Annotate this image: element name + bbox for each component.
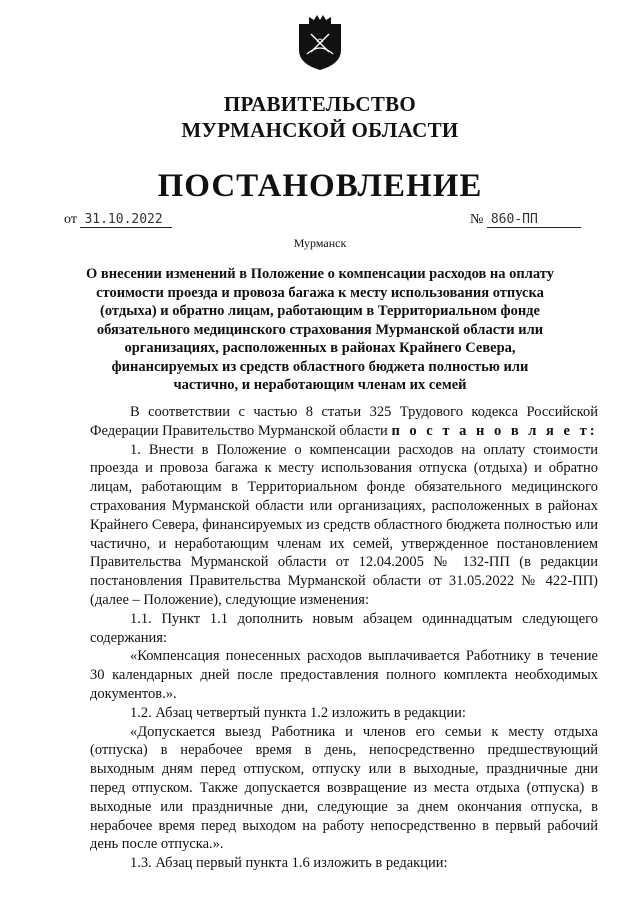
title-line: стоимости проезда и провоза багажа к месту использования отпуска: [96, 284, 544, 301]
number-value: 860-ПП: [487, 212, 581, 228]
preamble-text: В соответствии с частью 8 статьи 325 Трудового кодекса Российской Федерации Правительство Мурманской области: [90, 404, 598, 439]
title-line: финансируемых из средств областного бюджета полностью или: [111, 358, 529, 375]
quote-2: «Допускается выезд Работника и членов его семьи к месту отдыха (отпуска) в нерабочее время в день, непосредственно предшествующий выходным дням перед отпуском, отпуску или в выходные, праздничные дни перед отпуском. Также допускается возвращение из места отдыха (отпуска) в выходные или праздничные дни, следующие за днем окончания отпуска, в нерабочее время перед выходом на работу непосредственно в первый рабочий день после отпуска.».: [90, 723, 598, 853]
title-line: организациях, расположенных в районах Крайнего Севера,: [124, 340, 516, 356]
date-prefix: от: [64, 212, 77, 227]
government-name-line1: ПРАВИТЕЛЬСТВО: [223, 92, 417, 116]
preamble-paragraph: [90, 403, 598, 441]
title-line: частично, и неработающим членам их семей: [173, 377, 467, 393]
clause-1-3: 1.3. Абзац первый пункта 1.6 изложить в редакции:: [130, 855, 448, 872]
clause-1: 1. Внести в Положение о компенсации расходов на оплату стоимости проезда и провоза багажа к месту использования отпуска (отдыха) и обратно лицам, работающим в Территориальном фонде обязательного медицинского страхования Мурманской области или организациях, расположенных в районах Крайнего Севера, финансируемых из средств областного бюджета полностью или частично, и неработающим членам их семей, утвержденное постановлением Правительства Мурманской области от 12.04.2005 № 132-ПП (в редакции постановления Правительства Мурманской области от 31.05.2022 № 422-ПП) (далее – Положение), следующие изменения:: [90, 441, 598, 608]
city-name: Мурманск: [293, 236, 347, 250]
title-line: (отдыха) и обратно лицам, работающим в Территориальном фонде: [100, 303, 540, 319]
title-line: обязательного медицинского страхования Мурманской области или: [96, 321, 544, 338]
date-value: 31.10.2022: [80, 212, 172, 228]
clause-1-1: 1.1. Пункт 1.1 дополнить новым абзацем одиннадцатым следующего содержания:: [90, 610, 598, 646]
coat-of-arms-emblem: [295, 12, 345, 72]
resolves-word: п о с т а н о в л я е т:: [391, 422, 598, 439]
clause-1-2: 1.2. Абзац четвертый пункта 1.2 изложить в редакции:: [130, 704, 466, 721]
document-body: [90, 403, 598, 873]
quote-1: «Компенсация понесенных расходов выплачивается Работнику в течение 30 календарных дней после предоставления полного комплекта необходимых документов.».: [90, 648, 598, 702]
document-date: [64, 212, 172, 228]
title-line: О внесении изменений в Положение о компенсации расходов на оплату: [86, 266, 554, 282]
government-name-line2: МУРМАНСКОЙ ОБЛАСТИ: [181, 118, 459, 142]
number-prefix: №: [470, 212, 484, 227]
document-number: [470, 212, 581, 228]
document-type-heading: ПОСТАНОВЛЕНИЕ: [157, 168, 483, 204]
document-title: [70, 265, 570, 395]
